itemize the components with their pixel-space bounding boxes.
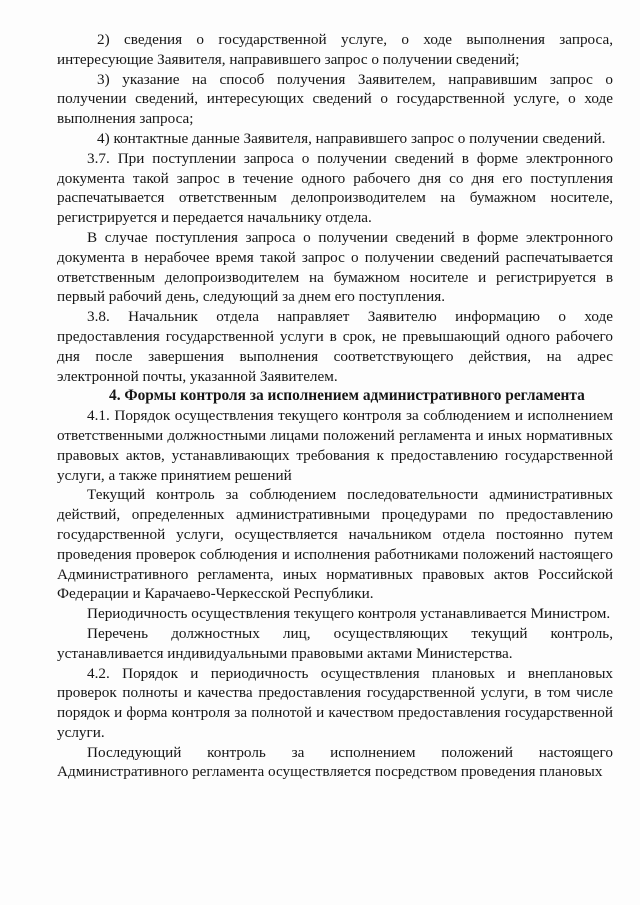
paragraph-4-2: 4.2. Порядок и периодичность осуществления плановых и внеплановых проверок полноты и качества предоставления государственной услуги, в том числе порядок и форма контроля за полнотой и качеством предоставления государственной услуги. [57, 664, 613, 741]
paragraph-item-2: 2) сведения о государственной услуге, о ходе выполнения запроса, интересующие Заявителя, направившего запрос о получении сведений; [57, 31, 613, 68]
paragraph-3-7: 3.7. При поступлении запроса о получении сведений в форме электронного документа такой запрос в течение одного рабочего дня со дня его поступления распечатывается ответственным делопроизводителем на бумажном носителе, регистрируется и передается начальнику отдела. [57, 149, 613, 227]
document-body [57, 30, 613, 782]
paragraph-item-4: 4) контактные данные Заявителя, направившего запрос о получении сведений. [97, 129, 606, 147]
section-heading: 4. Формы контроля за исполнением административного регламента [109, 387, 585, 405]
paragraph-current-control: Текущий контроль за соблюдением последовательности административных действий, определенных административными процедурами по предоставлению государственной услуги, осуществляется начальником отдела постоянно путем проведения проверок соблюдения и исполнения работниками положений настоящего Административного регламента, иных нормативных правовых актов Российской Федерации и Карачаево-Черкесской Республики. [57, 486, 613, 603]
paragraph-3-8: 3.8. Начальник отдела направляет Заявителю информацию о ходе предоставления государственной услуги в срок, не превышающий одного рабочего дня после завершения выполнения соответствующего действия, на адрес электронной почты, указанной Заявителем. [57, 308, 613, 385]
paragraph-4-1: 4.1. Порядок осуществления текущего контроля за соблюдением и исполнением ответственными должностными лицами положений регламента и иных нормативных правовых актов, устанавливающих требования к предоставлению государственной услуги, а также принятием решений [57, 407, 613, 484]
paragraph-officials-list: Перечень должностных лиц, осуществляющих текущий контроль, устанавливается индивидуальными правовыми актами Министерства. [57, 624, 613, 662]
paragraph-item-3: 3) указание на способ получения Заявителем, направившим запрос о получении сведений, интересующих сведений о государственной услуге, о ходе выполнения запроса; [57, 70, 613, 128]
paragraph-subsequent-control: Последующий контроль за исполнением положений настоящего Административного регламента осуществляется посредством проведения плановых [57, 743, 613, 781]
paragraph-periodicity: Периодичность осуществления текущего контроля устанавливается Министром. [87, 605, 611, 623]
paragraph-nonworking-time: В случае поступления запроса о получении сведений в форме электронного документа в нерабочее время такой запрос о получении сведений распечатывается ответственным делопроизводителем на бумажном носителе и регистрируется в первый рабочий день, следующий за днем его поступления. [57, 228, 613, 306]
